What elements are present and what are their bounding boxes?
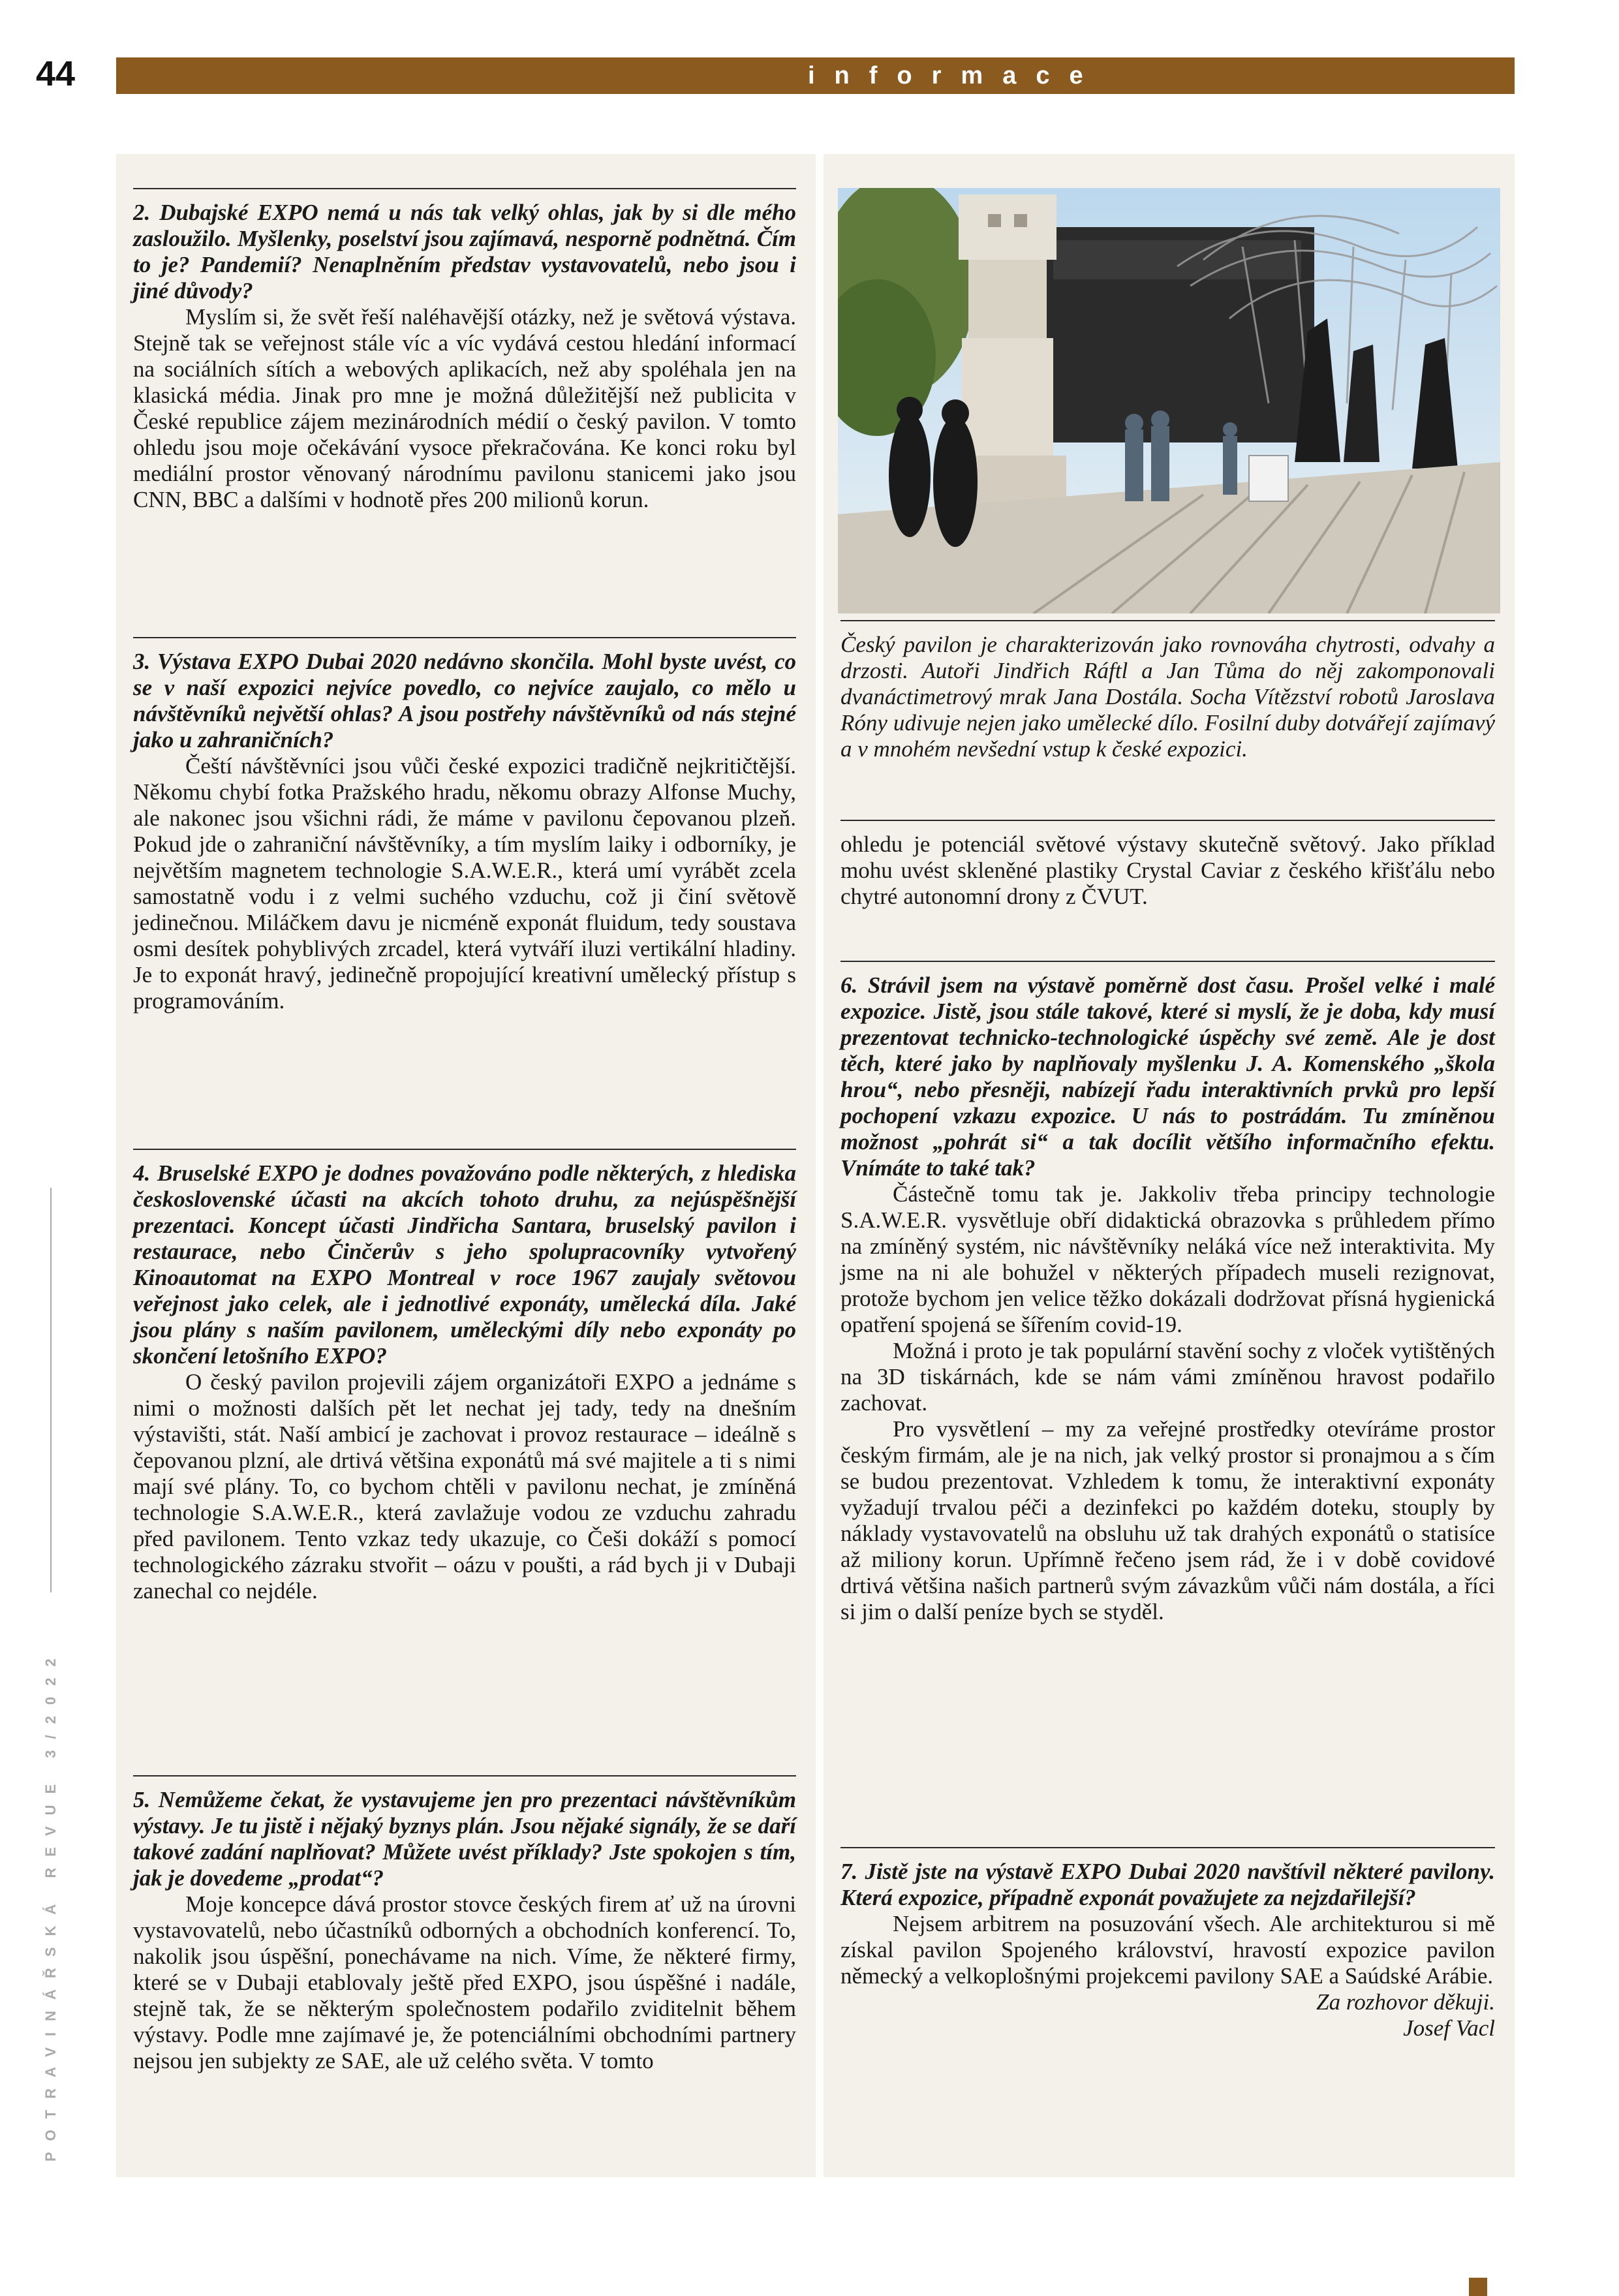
answer-6-part-2: Možná i proto je tak populární stavění sochy z vloček vytištěných na 3D tiskárnách, kde se nám vámi zmíněnou hravost podařilo zachovat. <box>840 1338 1495 1416</box>
answer-3: Čeští návštěvníci jsou vůči české expozici tradičně nejkritičtější. Někomu chybí fotka Pražského hradu, někomu obrazy Alfonse Muchy, ale nakonec jsou všichni rádi, že máme v pavilonu čepovanou plzeň. Pokud jde o zahraniční návštěvníky, a tím myslím laiky i odborníky, je největším magnetem technologie S.A.W.E.R., která umí vyrábět zcela samostatně vodu i z velmi suchého vzduchu, což ji činí světově jedinečnou. Miláčkem davu je nicméně exponát fluidum, tedy soustava osmi desítek pohyblivých zrcadel, která vytváří iluzi vertikální hladiny. Je to exponát hravý, jedinečně propojující kreativní umělecký přístup s programováním. <box>133 753 796 1014</box>
answer-4: O český pavilon projevili zájem organizátoři EXPO a jednáme s nimi o možnosti dalších pět let nechat jej tady, tedy na dnešním výstavišti, stát. Naší ambicí je zachovat i provoz restaurace – ideálně s čepovanou plzní, ale drtivá většina exponátů má své majitele a ti s nimi mají své plány. To, co bychom chtěli v pavilonu nechat, je zmíněná technologie S.A.W.E.R., která zavlažuje vodou ze vzduchu zahradu před pavilonem. Tento vzkaz tedy ukazuje, co Češi dokáží s pomocí technologického zázraku stvořit – oázu v poušti, a rád bych ji v Dubaji zanechal co nejdéle. <box>133 1369 796 1604</box>
block-a5-continued <box>840 820 1495 910</box>
left-column <box>116 154 816 2177</box>
question-2: 2. Dubajské EXPO nemá u nás tak velký ohlas, jak by si dle mého zasloužilo. Myšlenky, poselství jsou zajímavá, nesporně podnětná. Čím to je? Pandemií? Nenaplněním představ vystavovatelů, nebo jsou i jiné důvody? <box>133 200 796 303</box>
right-column <box>824 154 1515 2177</box>
author-name: Josef Vacl <box>1403 2015 1495 2041</box>
photo-caption-block <box>840 620 1495 762</box>
side-divider <box>50 1188 52 1592</box>
publication-name: POTRAVINÁŘSKÁ REVUE 3/2022 <box>42 1647 59 2162</box>
divider <box>133 1149 796 1150</box>
block-q3 <box>133 637 796 1014</box>
closing-thanks: Za rozhovor děkuji. <box>1316 1989 1495 2015</box>
question-5: 5. Nemůžeme čekat, že vystavujeme jen pro prezentaci návštěvníkům výstavy. Je tu jistě i nějaký byznys plán. Jsou nějaké signály, že se daří takové zadání naplňovat? Můžete uvést příklady? Jste spokojen s tím, jak je dovedeme „prodat“? <box>133 1787 796 1891</box>
page-number: 44 <box>36 54 76 93</box>
answer-6-part-3: Pro vysvětlení – my za veřejné prostředky otevíráme prostor českým firmám, ale je na nich, jak velký prostor si pronajmou a s čím se budou prezentovat. Vzhledem k tomu, že interaktivní exponáty vyžadují trvalou péči a dezinfekci po každém doteku, stouply by náklady vystavovatelů na obsluhu už tak drahých exponátů o statisíce až miliony korun. Upřímně řečeno jsem rád, že i v době covidové drtivá většina našich partnerů svým závazkům vůči nám dostála, a říci si jim o další peníze bych se styděl. <box>840 1416 1495 1624</box>
pavilion-photo-image <box>838 188 1500 613</box>
question-4: 4. Bruselské EXPO je dodnes považováno podle některých, z hlediska československé účasti na akcích tohoto druhu, za nejúspěšnější prezentaci. Koncept účasti Jindřicha Santara, bruselský pavilon i restaurace, nebo Činčerův s jeho spolupracovníky vytvořený Kinoautomat na EXPO Montreal v roce 1967 zaujaly světovou veřejnost jako celek, ale i jednotlivé exponáty, umělecká díla. Jaké jsou plány s naším pavilonem, uměleckými díly nebo exponáty po skončení letošního EXPO? <box>133 1160 796 1369</box>
divider <box>840 1847 1495 1848</box>
block-q2 <box>133 188 796 513</box>
divider <box>133 188 796 189</box>
end-of-article-mark <box>1469 2278 1487 2296</box>
answer-7: Nejsem arbitrem na posuzování všech. Ale architekturou si mě získal pavilon Spojeného království, hravostí expozice pavilon německý a velkoplošnými projekcemi pavilony SAE a Saúdské Arábie. <box>840 1911 1495 1989</box>
divider <box>840 620 1495 621</box>
divider <box>840 820 1495 821</box>
section-header-bar <box>116 57 1515 94</box>
section-title: informace <box>808 62 1103 89</box>
question-7: 7. Jistě jste na výstavě EXPO Dubai 2020 navštívil některé pavilony. Která expozice, případně exponát považujete za nejzdařilejší? <box>840 1859 1495 1910</box>
block-q6 <box>840 961 1495 1625</box>
photo-caption: Český pavilon je charakterizován jako rovnováha chytrosti, odvahy a drzosti. Autoři Jindřich Ráftl a Jan Tůma do něj zakomponovali dvanáctimetrový mrak Jana Dostála. Socha Vítězství robotů Jaroslava Róny udivuje nejen jako umělecké dílo. Fosilní duby dotvářejí zajímavý a v mnohém nevšední vstup k české expozici. <box>840 632 1495 762</box>
question-6: 6. Strávil jsem na výstavě poměrně dost času. Prošel velké i malé expozice. Jistě, jsou stále takové, které si myslí, že je doba, kdy musí prezentovat technicko-technologické úspěchy své země. Ale je dost těch, které jako by naplňovaly myšlenku J. A. Komenského „škola hrou“, nebo přesněji, nabízejí řadu interaktivních prvků pro lepší pochopení vzkazu expozice. U nás to postrádám. Tu zmíněnou možnost „pohrát si“ a tak docílit většího informačního efektu. Vnímáte to také tak? <box>840 972 1495 1181</box>
block-q4 <box>133 1149 796 1604</box>
answer-5: Moje koncepce dává prostor stovce českých firem ať už na úrovni vystavovatelů, nebo účastníků odborných a obchodních konferencí. To, nakolik jsou úspěšní, ponechávame na nich. Víme, že některé firmy, které se v Dubaji etablovaly ještě před EXPO, jsou úspěšné i nadále, stejně tak, že se některým společnostem podařilo zviditelnit během výstavy. Podle mne zajímavé je, že potenciálními obchodními partnery nejsou jen subjekty ze SAE, ale už celého světa. V tomto <box>133 1891 796 2073</box>
answer-5-continued: ohledu je potenciál světové výstavy skutečně světový. Jako příklad mohu uvést skleněné plastiky Crystal Caviar z českého křišťálu nebo chytré autonomní drony z ČVUT. <box>840 831 1495 909</box>
question-3: 3. Výstava EXPO Dubai 2020 nedávno skončila. Mohl byste uvést, co se v naší expozici nejvíce povedlo, co nejvíce zaujalo, co mělo u návštěvníků největší ohlas? A jsou postřehy návštěvníků od nás stejné jako u zahraničních? <box>133 649 796 752</box>
divider <box>133 637 796 638</box>
answer-6-part-1: Částečně tomu tak je. Jakkoliv třeba principy technologie S.A.W.E.R. vysvětluje obří didaktická obrazovka s průhledem přímo na zmíněný systém, nic návštěvníky neláká více než interaktivita. My jsme na ni ale bohužel v některých případech museli rezignovat, protože bychom jen velice těžko dokázali dodržovat přísná hygienická opatření spojená se šířením covid-19. <box>840 1181 1495 1337</box>
pavilion-photo <box>838 188 1500 613</box>
divider <box>840 961 1495 962</box>
answer-2: Myslím si, že svět řeší naléhavější otázky, než je světová výstava. Stejně tak se veřejnost stále víc a víc vydává cestou hledání informací na sociálních sítích a webových aplikacích, než aby spoléhala jen na klasická média. Jinak pro mne je možná důležitější než publicita v České republice zájem mezinárodních médií o český pavilon. V tomto ohledu jsou moje očekávání vysoce překračována. Ke konci roku byl mediální prostor věnovaný národnímu pavilonu stanicemi jako jsou CNN, BBC a dalšími v hodnotě přes 200 milionů korun. <box>133 304 796 512</box>
block-q7 <box>840 1847 1495 2041</box>
block-q5 <box>133 1775 796 2074</box>
divider <box>133 1775 796 1776</box>
